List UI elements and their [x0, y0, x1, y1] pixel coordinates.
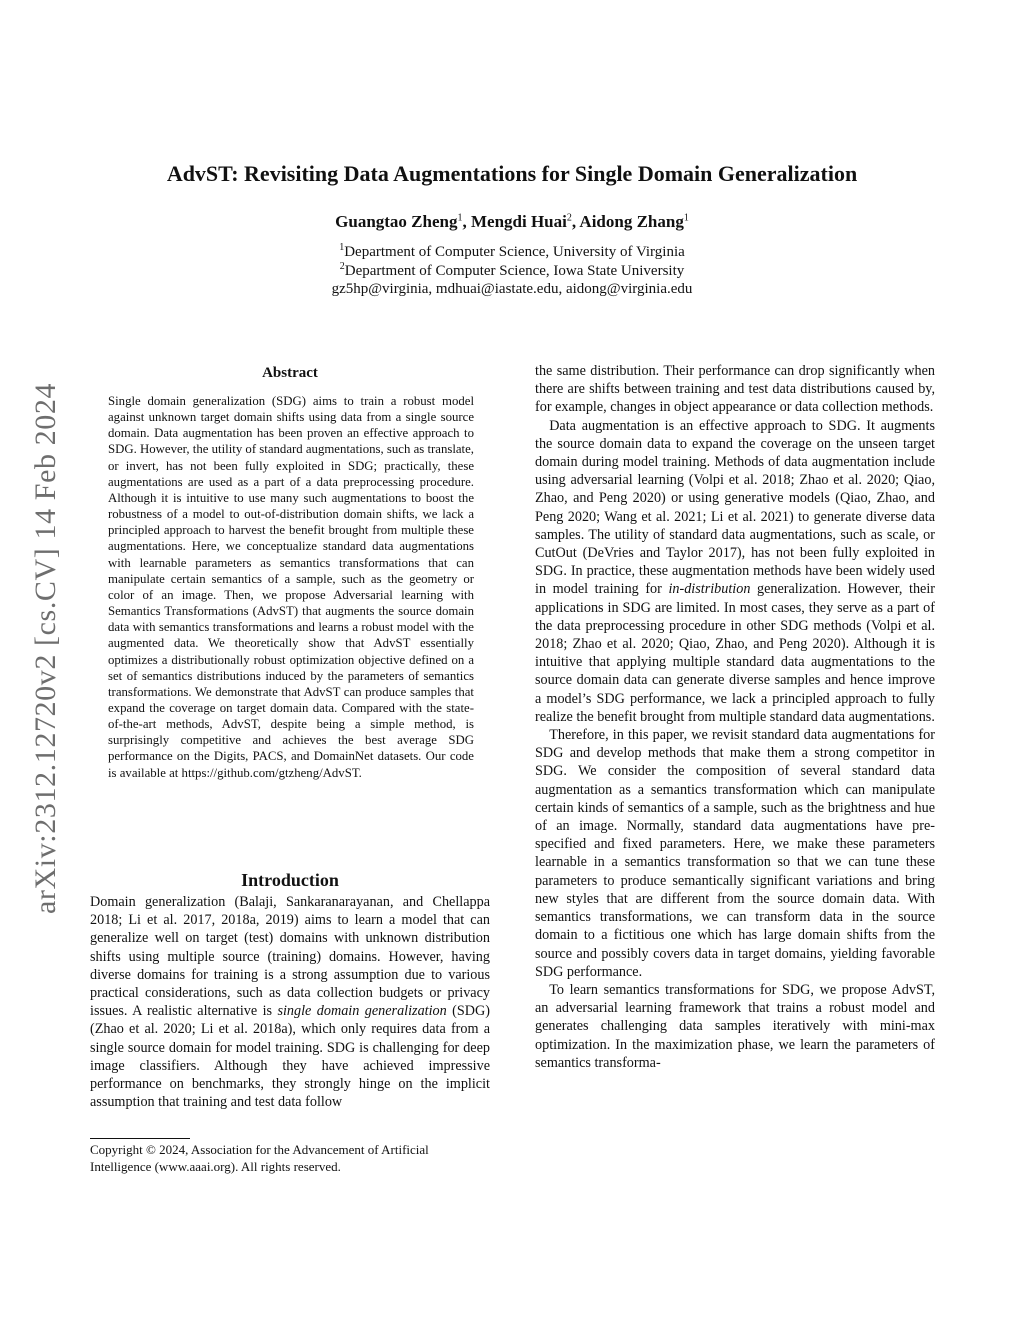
affiliation-text: Department of Computer Science, Iowa State University — [344, 262, 685, 279]
affiliation-mark: 2 — [339, 260, 345, 272]
abstract-heading: Abstract — [262, 365, 318, 381]
body-paragraph — [535, 417, 935, 726]
affiliation-mark: 2 — [566, 212, 572, 224]
author-name: Aidong Zhang — [579, 212, 684, 231]
affiliation-mark: 1 — [339, 242, 345, 253]
body-paragraph: Therefore, in this paper, we revisit standard data augmentations for SDG and develop methods that make them a strong competitor in SDG. We consider the composition of several standard data augmentation as a semantics transformation which can manipulate certain kinds of semantics of a sample, such as the brightness and hue of an image. Normally, standard data augmentations have pre-specified and fixed parameters. Here, we make these parameters learnable in a semantics transformation so that we can tune these parameters to produce semantically significant variations and bring new styles that are different from the source domain data. With semantics transformations, we can transform data in the source domain to a fictitious one which has large domain shifts from the source and possibly covers data in target domains, yielding favorable SDG performance. — [535, 727, 935, 980]
affiliation-mark: 1 — [683, 212, 689, 224]
affiliations — [0, 243, 1024, 299]
introduction-body — [90, 893, 490, 1111]
body-emphasis: in-distribution — [668, 581, 751, 598]
abstract-body — [108, 393, 474, 781]
affiliation-line — [0, 243, 1024, 262]
body-text: generalization. However, their applications in SDG are limited. In most cases, they serve as a part of the data preprocessing procedure in other SDG methods (Volpi et al. 2018; Zhao et al. 2020; Qiao, Zhao, and Peng 2020). Although it is intuitive that applying multiple standard data augmentations to the source domain data can generate diverse samples and hence improve a model’s SDG performance, we lack a principled approach to fully realize the benefit brought from multiple standard data augmentations. — [535, 581, 935, 725]
introduction-heading: Introduction — [241, 870, 339, 890]
author-separator: , — [462, 212, 471, 231]
right-column — [535, 362, 935, 1072]
author-name: Guangtao Zheng — [335, 212, 458, 231]
author-name: Mengdi Huai — [470, 212, 567, 231]
intro-paragraph — [90, 893, 490, 1111]
paper-title: AdvST: Revisiting Data Augmentations for Single Domain Generalization — [166, 161, 858, 186]
affiliation-mark: 1 — [457, 212, 463, 224]
author-list — [0, 210, 1024, 234]
affiliation-line — [0, 262, 1024, 281]
intro-text: (SDG) (Zhao et al. 2020; Li et al. 2018a), which only requires data from a single source domain for model training. SDG is challenging for deep image classifiers. Although they have achieved impressive performance on benchmarks, they strongly hinge on the implicit assumption that training and test data follow — [90, 1003, 490, 1111]
copyright-footnote: Copyright © 2024, Association for the Advancement of Artificial Intelligence (www.aaai.org). All rights reserved. — [90, 1142, 429, 1174]
body-paragraph: the same distribution. Their performance can drop significantly when there are shifts between training and test data distributions caused by, for example, changes in object appearance or data collection methods. — [535, 363, 935, 416]
affiliation-text: Department of Computer Science, University of Virginia — [344, 244, 685, 260]
author-emails: gz5hp@virginia, mdhuai@iastate.edu, aidong@virginia.edu — [331, 281, 693, 297]
body-paragraph: To learn semantics transformations for SDG, we propose AdvST, an adversarial learning framework that trains a robust model and generates challenging data samples iteratively with mini-max optimization. In the maximization phase, we learn the parameters of semantics transforma- — [535, 981, 935, 1071]
arxiv-side-label: arXiv:2312.12720v2 [cs.CV] 14 Feb 2024 — [29, 382, 62, 914]
intro-emphasis: single domain generalization — [277, 1003, 447, 1020]
footnote-rule — [90, 1138, 190, 1139]
author-separator: , — [571, 212, 580, 231]
intro-text: Domain generalization (Balaji, Sankaranarayanan, and Chellappa 2018; Li et al. 2017, 2018a, 2019) aims to learn a model that can generalize well on target (test) domains with unknown distribution shifts using multiple source (training) domains. However, having diverse domains for training is a strong assumption due to various practical considerations, such as data collection budgets or privacy issues. A realistic alternative is — [90, 894, 490, 1020]
abstract-paragraph: Single domain generalization (SDG) aims to train a robust model against unknown target domain shifts using data from a single source domain. Data augmentation has been proven an effective approach to SDG. However, the utility of standard augmentations, such as translate, or invert, has not been fully exploited in SDG; practically, these augmentations are used as a part of a data preprocessing procedure. Although it is intuitive to use many such augmentations to boost the robustness of a model to out-of-distribution domain shifts, we lack a principled approach to harvest the benefit brought from multiple these augmentations. Here, we conceptualize standard data augmentations with learnable parameters as semantics transformations that can manipulate certain semantics of a sample, such as the geometry or color of an image. Then, we propose Adversarial learning with Semantics Transformations (AdvST) that augments the source domain data with semantics transformations and learns a robust model with the augmented data. We theoretically show that AdvST essentially optimizes a distributionally robust optimization objective defined on a set of semantics distributions induced by the parameters of semantics transformations. We demonstrate that AdvST can produce samples that expand the coverage on target domain data. Compared with the state-of-the-art methods, AdvST, despite being a simple method, is surprisingly competitive and achieves the best average SDG performance on the Digits, PACS, and DomainNet datasets. Our code is available at https://github.com/gtzheng/AdvST. — [108, 394, 474, 780]
body-text: Data augmentation is an effective approach to SDG. It augments the source domain data to expand the coverage on the unseen target domain during model training. Methods of data augmentation include using adversarial learning (Volpi et al. 2018; Zhao et al. 2020; Qiao, Zhao, and Peng 2020) or using generative models (Qiao, Zhao, and Peng 2020; Wang et al. 2021; Li et al. 2021) to generate diverse data samples. The utility of standard data augmentations, such as scale, or CutOut (DeVries and Taylor 2017), has not been fully exploited in SDG. In practice, these augmentation methods have been widely used in model training for — [535, 417, 935, 598]
